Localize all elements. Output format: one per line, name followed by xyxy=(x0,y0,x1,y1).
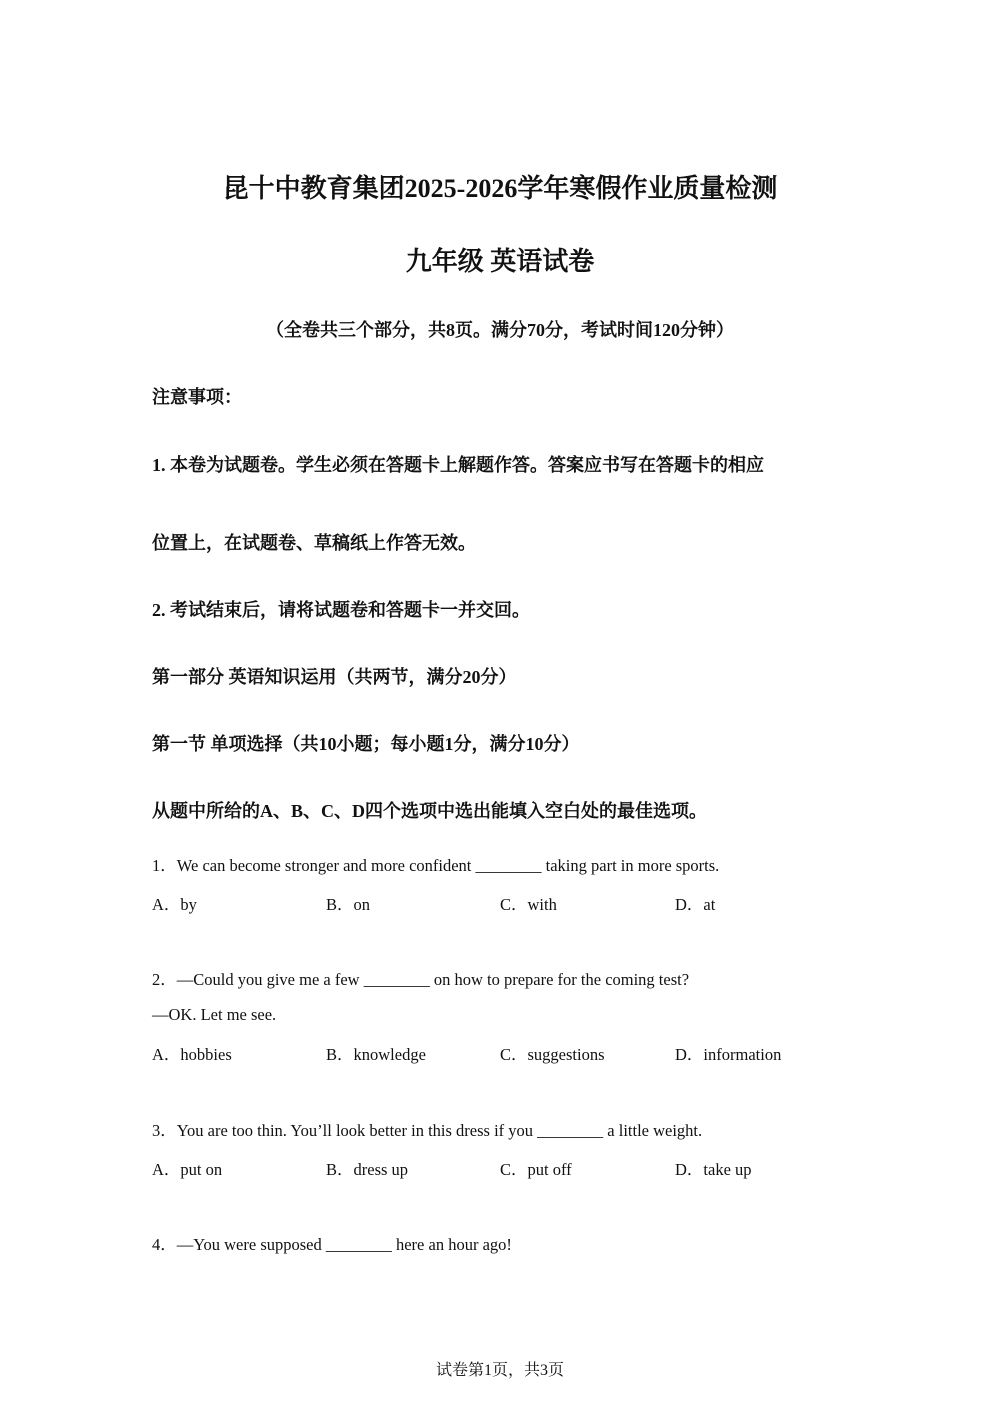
notice-heading: 注意事项： xyxy=(152,387,242,407)
exam-subtitle: 九年级 英语试卷 xyxy=(405,247,595,276)
question-2-option-d: D．information xyxy=(675,1045,782,1064)
question-1-option-d: D．at xyxy=(675,895,716,914)
question-3-option-b: B．dress up xyxy=(326,1160,409,1179)
question-2-option-b: B．knowledge xyxy=(326,1045,426,1064)
question-3-stem: 3．You are too thin. You’ll look better in this dress if you ________ a little weight. xyxy=(152,1121,703,1140)
question-1-stem: 1．We can become stronger and more confident ________ taking part in more sports. xyxy=(152,856,720,875)
question-1-option-c: C．with xyxy=(500,895,557,914)
page-footer: 试卷第1页，共3页 xyxy=(435,1362,564,1379)
question-4-stem: 4．—You were supposed ________ here an hour ago! xyxy=(152,1235,512,1254)
part1-heading: 第一部分 英语知识运用（共两节，满分20分） xyxy=(152,667,517,687)
question-1-option-b: B．on xyxy=(326,895,371,914)
question-2-reply: —OK. Let me see. xyxy=(152,1005,277,1024)
section1-heading: 第一节 单项选择（共10小题；每小题1分，满分10分） xyxy=(152,734,580,754)
question-2-stem: 2．—Could you give me a few ________ on how to prepare for the coming test? xyxy=(152,970,690,989)
notice-item-2: 2. 考试结束后，请将试题卷和答题卡一并交回。 xyxy=(152,600,530,620)
notice-item-1-line-2: 位置上，在试题卷、草稿纸上作答无效。 xyxy=(152,533,476,553)
exam-info: （全卷共三个部分，共8页。满分70分，考试时间120分钟） xyxy=(266,320,734,340)
question-2-option-c: C．suggestions xyxy=(500,1045,605,1064)
question-3-option-c: C．put off xyxy=(500,1160,572,1179)
question-1-option-a: A．by xyxy=(152,895,197,914)
question-3-option-a: A．put on xyxy=(152,1160,223,1179)
question-3-option-d: D．take up xyxy=(675,1160,752,1179)
question-2-option-a: A．hobbies xyxy=(152,1045,232,1064)
notice-item-1-line-1: 1. 本卷为试题卷。学生必须在答题卡上解题作答。答案应书写在答题卡的相应 xyxy=(152,455,764,475)
section1-instruction: 从题中所给的A、B、C、D四个选项中选出能填入空白处的最佳选项。 xyxy=(152,801,707,821)
exam-title: 昆十中教育集团2025-2026学年寒假作业质量检测 xyxy=(222,174,778,203)
